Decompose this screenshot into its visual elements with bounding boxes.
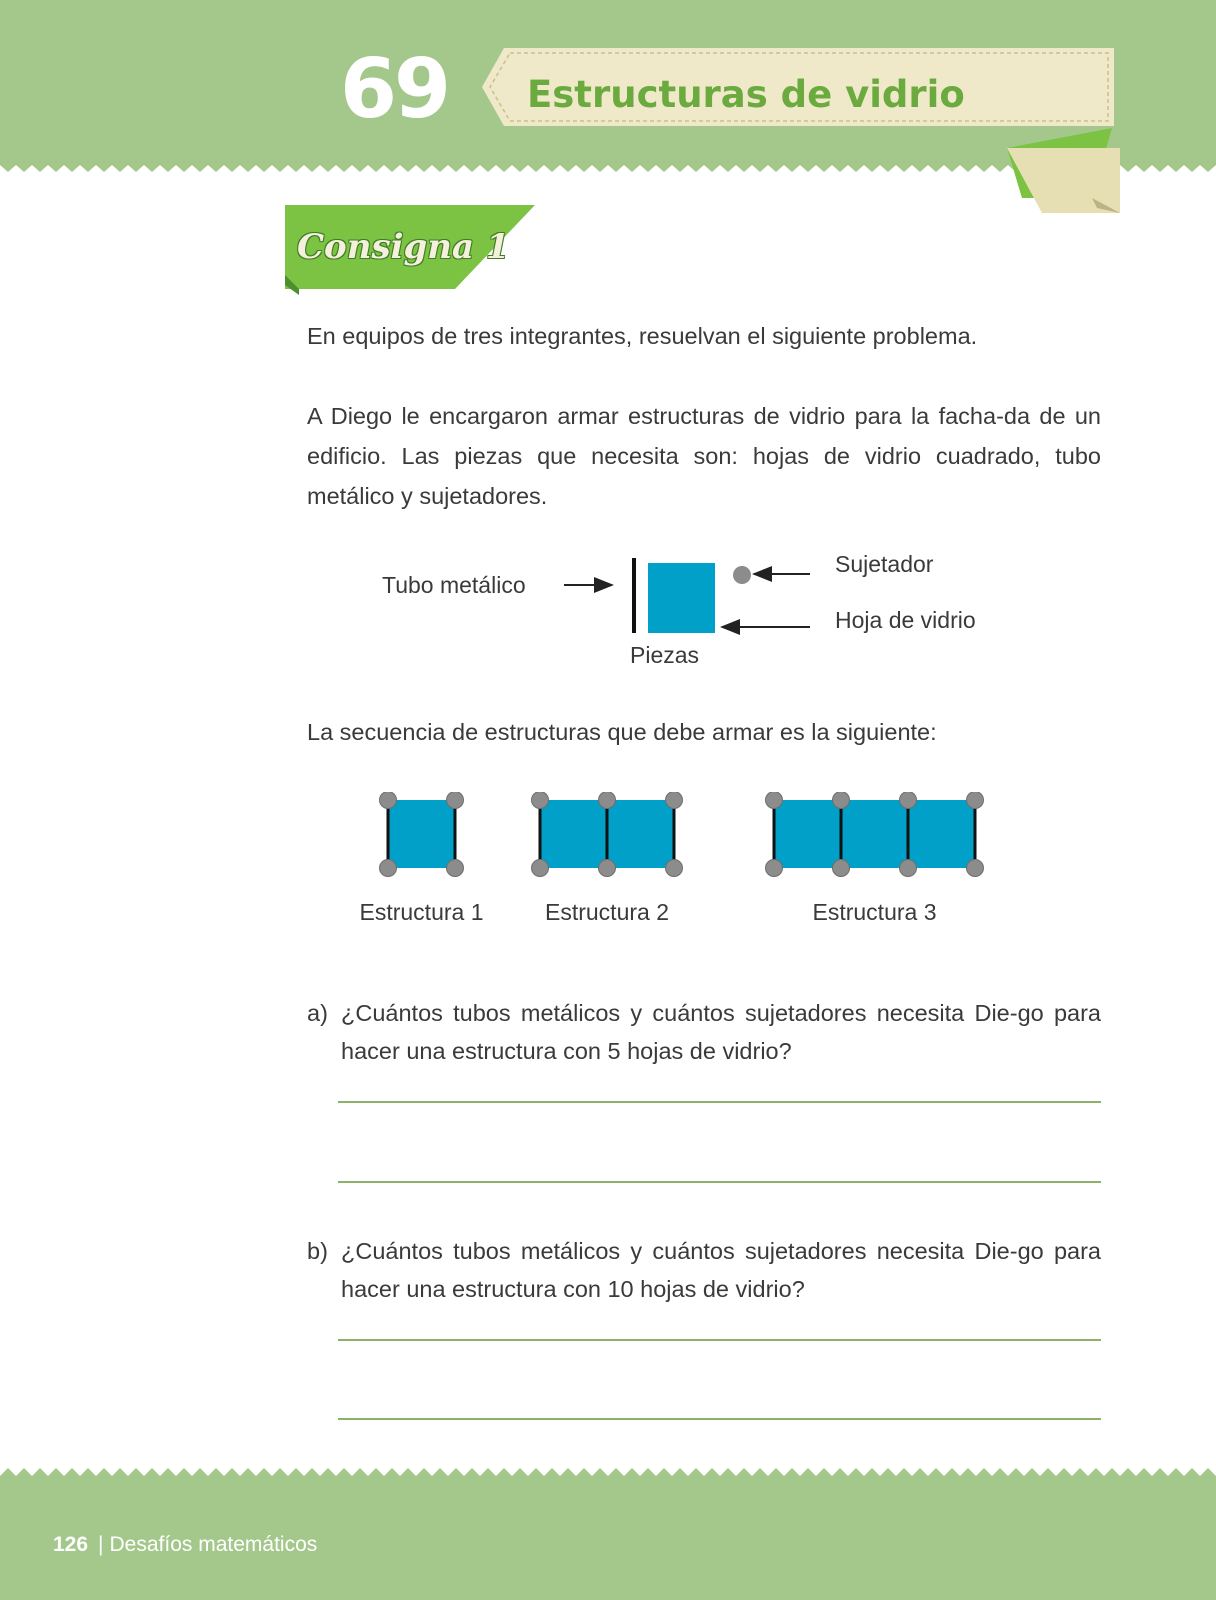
book-title: Desafíos matemáticos: [109, 1533, 318, 1556]
clip: [666, 792, 683, 809]
clip: [532, 792, 549, 809]
glass-sheet: [908, 800, 975, 868]
clip: [380, 792, 397, 809]
lesson-number: 69: [340, 42, 449, 137]
clip: [599, 860, 616, 877]
consigna-label: Consigna 1: [297, 227, 510, 267]
structure-2: [532, 792, 683, 925]
clip: [967, 860, 984, 877]
question-b-letter: b): [307, 1238, 328, 1264]
glass-sheet: [774, 800, 841, 868]
clip: [766, 792, 783, 809]
page-number: 126: [53, 1533, 89, 1556]
tube-label: Tubo metálico: [382, 572, 526, 598]
structures-figure: [350, 792, 1050, 942]
answer-a-line-1[interactable]: [338, 1101, 1101, 1103]
glass-sheet: [388, 800, 455, 868]
question-b: [307, 1232, 1101, 1312]
lesson-title: Estructuras de vidrio: [527, 73, 965, 116]
clip: [666, 860, 683, 877]
sequence-intro: La secuencia de estructuras que debe armar es la siguiente:: [307, 719, 937, 745]
problem-text: A Diego le encargaron armar estructuras de vidrio para la facha-da de un edificio. Las piezas que necesita son: hojas de vidrio cuadrado, tubo metálico y sujetadores.: [307, 403, 1101, 509]
clip-piece: [733, 566, 751, 584]
clip: [447, 792, 464, 809]
glass-sheet-piece: [648, 563, 715, 633]
structure-3-label: Estructura 3: [812, 899, 937, 925]
structure-3: [766, 792, 984, 925]
question-a-text: ¿Cuántos tubos metálicos y cuántos sujetadores necesita Die-go para hacer una estructura con 5 hojas de vidrio?: [341, 1000, 1101, 1064]
clip: [833, 860, 850, 877]
question-b-text: ¿Cuántos tubos metálicos y cuántos sujetadores necesita Die-go para hacer una estructura con 10 hojas de vidrio?: [341, 1238, 1101, 1302]
instruction-text: En equipos de tres integrantes, resuelvan el siguiente problema.: [307, 323, 978, 349]
pieces-figure: [370, 545, 1030, 685]
pieces-caption: Piezas: [630, 642, 700, 668]
clip: [447, 860, 464, 877]
structure-1-label: Estructura 1: [359, 899, 484, 925]
question-a: [307, 994, 1101, 1074]
glass-label: Hoja de vidrio: [835, 607, 976, 633]
glass-sheet: [607, 800, 674, 868]
footer: [53, 1528, 317, 1562]
clip: [532, 860, 549, 877]
structure-1: [360, 792, 484, 925]
structure-2-label: Estructura 2: [545, 899, 669, 925]
clip: [380, 860, 397, 877]
glass-sheet: [841, 800, 908, 868]
clip-label: Sujetador: [835, 551, 934, 577]
clip: [900, 860, 917, 877]
clip: [766, 860, 783, 877]
answer-b-line-2[interactable]: [338, 1418, 1101, 1420]
question-a-letter: a): [307, 1000, 328, 1026]
clip: [900, 792, 917, 809]
clip: [833, 792, 850, 809]
footer-separator: |: [98, 1533, 104, 1556]
clip: [599, 792, 616, 809]
glass-sheet: [540, 800, 607, 868]
clip: [967, 792, 984, 809]
answer-a-line-2[interactable]: [338, 1181, 1101, 1183]
answer-b-line-1[interactable]: [338, 1339, 1101, 1341]
